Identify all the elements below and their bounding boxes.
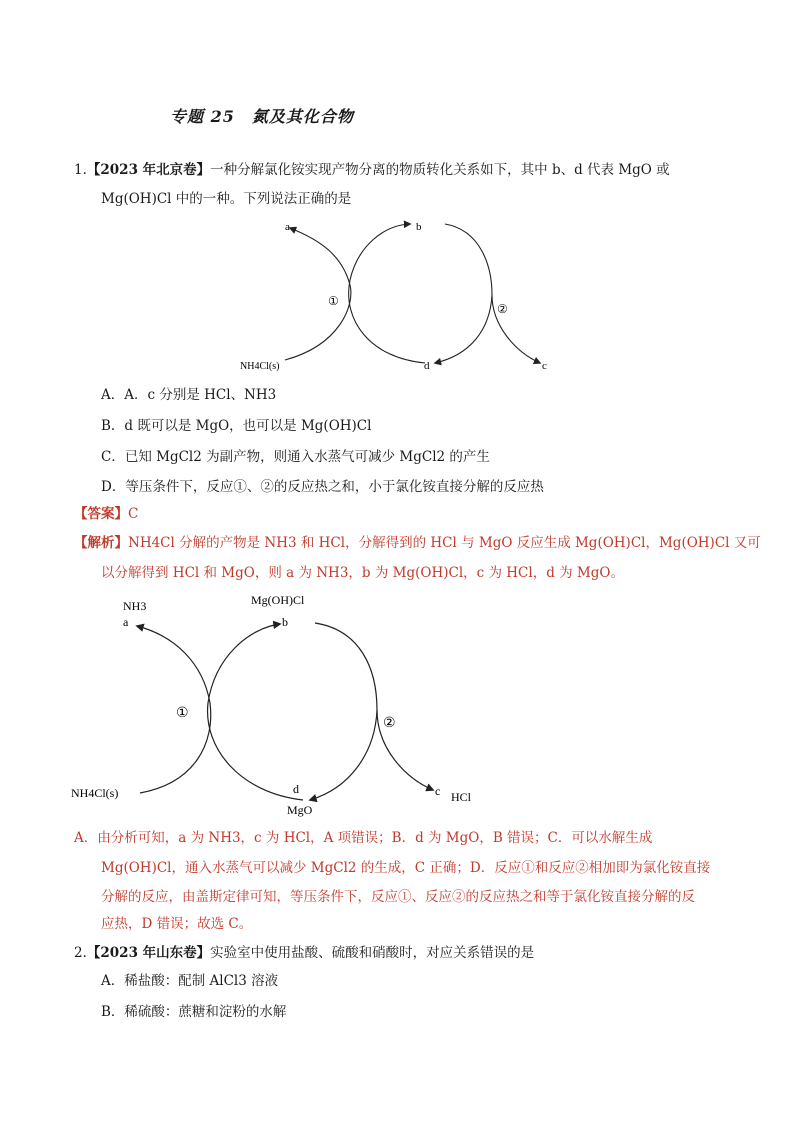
label-start: NH4Cl(s) (71, 786, 119, 800)
option-a: A．A．c 分别是 HCl、NH3 (101, 387, 277, 403)
analysis-line1 (74, 533, 761, 553)
step-1-marker: ① (176, 706, 189, 721)
page-title: 专题 25 氮及其化合物 (170, 107, 354, 126)
answer-label: 【答案】 (74, 506, 128, 522)
label-a-compound: NH3 (123, 599, 147, 613)
label-c-compound: HCl (451, 790, 472, 804)
option-c: C．已知 MgCl2 为副产物，则通入水蒸气可减少 MgCl2 的产生 (101, 449, 490, 465)
question-1-stem-line1 (74, 160, 670, 180)
reaction-cycle-diagram (230, 210, 570, 380)
step-2-marker: ② (383, 716, 396, 731)
question-2-stem (74, 943, 534, 963)
step-2-marker: ② (497, 302, 508, 316)
analysis-text-1: NH4Cl 分解的产物是 NH3 和 HCl，分解得到的 HCl 与 MgO 反应生成 Mg(OH)Cl，Mg(OH)Cl 又可 (128, 535, 761, 551)
option-b: B．d 既可以是 MgO，也可以是 Mg(OH)Cl (101, 418, 372, 434)
conclusion-line4: 应热，D 错误；故选 C。 (101, 916, 253, 932)
question-number: 1. (74, 162, 87, 178)
conclusion-line1: A．由分析可知，a 为 NH3，c 为 HCl，A 项错误；B．d 为 MgO，B 错误；C．可以水解生成 (74, 830, 653, 846)
label-d-compound: MgO (287, 803, 313, 817)
label-b: b (282, 615, 288, 629)
question-1-stem-line2: Mg(OH)Cl 中的一种。下列说法正确的是 (101, 191, 352, 207)
option-b: B．稀硫酸：蔗糖和淀粉的水解 (101, 1004, 287, 1020)
label-start: NH4Cl(s) (240, 361, 280, 372)
question-source: 【2023 年北京卷】 (86, 162, 211, 178)
question-number: 2. (74, 945, 87, 961)
answer (74, 504, 138, 524)
question-stem: 一种分解氯化铵实现产物分离的物质转化关系如下，其中 b、d 代表 MgO 或 (210, 162, 670, 178)
analysis-label: 【解析】 (74, 535, 128, 551)
arc-to-d (435, 224, 492, 363)
label-b-compound: Mg(OH)Cl (251, 593, 305, 607)
answer-value: C (128, 506, 139, 522)
annotated-reaction-cycle-diagram (65, 588, 495, 820)
option-a: A．稀盐酸：配制 AlCl3 溶液 (101, 973, 279, 989)
arc-to-a (137, 626, 211, 793)
step-1-marker: ① (328, 294, 339, 308)
label-c: c (542, 360, 547, 372)
arc-to-b (208, 624, 303, 800)
conclusion-line2: Mg(OH)Cl，通入水蒸气可以减少 MgCl2 的生成，C 正确；D．反应①和反应②相加即为氯化铵直接 (101, 860, 711, 876)
question-stem: 实验室中使用盐酸、硫酸和硝酸时，对应关系错误的是 (210, 945, 535, 961)
label-d: d (293, 782, 299, 796)
arc-to-d (310, 623, 377, 800)
analysis-line2: 以分解得到 HCl 和 MgO，则 a 为 NH3，b 为 Mg(OH)Cl，c 为 HCl，d 为 MgO。 (101, 565, 624, 581)
label-d: d (424, 360, 430, 372)
arc-to-b (349, 224, 425, 363)
label-b: b (416, 221, 422, 233)
question-source: 【2023 年山东卷】 (86, 945, 211, 961)
label-a: a (123, 615, 129, 629)
label-c: c (435, 784, 441, 798)
option-d: D．等压条件下，反应①、②的反应热之和，小于氯化铵直接分解的反应热 (101, 479, 544, 495)
conclusion-line3: 分解的反应，由盖斯定律可知，等压条件下，反应①、反应②的反应热之和等于氯化铵直接分解的反 (101, 889, 695, 905)
label-a: a (285, 221, 290, 233)
arc-to-a (285, 228, 351, 360)
